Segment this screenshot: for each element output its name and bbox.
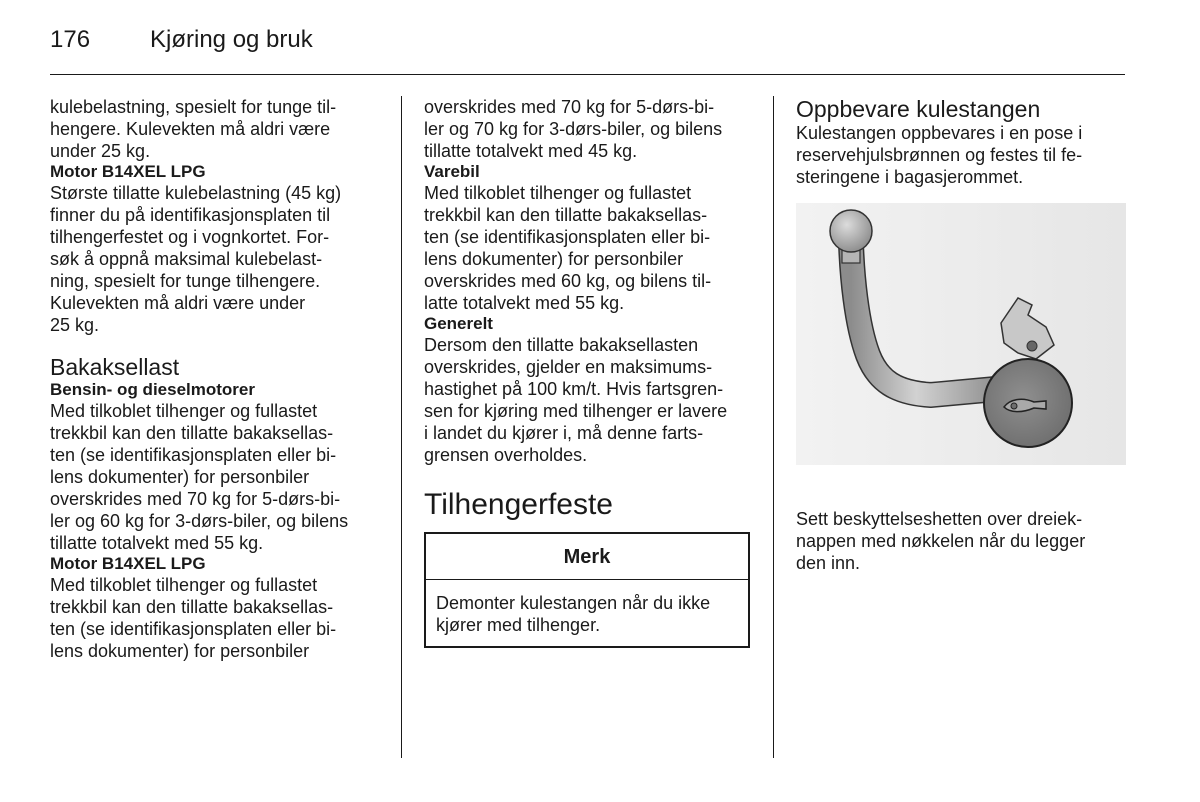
bracket-bolt [1027,341,1037,351]
subheading-motor-b14xel-lpg: Motor B14XEL LPG [50,162,206,181]
paragraph-bensin-diesel: Med tilkoblet tilhenger og fullastet trekkbil kan den tillatte bakaksellas- ten (se identifikasjonsplaten eller bi- lens dokumenter) for personbiler overskrides med 70 kg for 5-dørs-bi- ler og 60 kg for 3-dørs-biler, og bilens tillatte totalvekt med 55 kg. [50,401,349,553]
subheading-bensin-diesel: Bensin- og dieselmotorer [50,380,255,399]
paragraph-continued: overskrides med 70 kg for 5-dørs-bi- ler og 70 kg for 3-dørs-biler, og bilens tillatte totalvekt med 45 kg. [424,97,723,161]
coupling-ball [830,210,872,252]
note-box [424,532,750,648]
paragraph-kulebelastning-lpg: Største tillatte kulebelastning (45 kg) finner du på identifikasjonsplaten til tilhengerfestet og i vognkortet. For- søk å oppnå maksimal kulebelast- ning, spesielt for tunge tilhengere. Kulevekten må aldri være under 25 kg. [50,183,342,335]
column-1 [50,96,385,662]
chapter-title: Kjøring og bruk [150,26,313,53]
column-divider-2 [773,96,774,758]
subheading-motor-b14xel-lpg-2: Motor B14XEL LPG [50,554,206,573]
heading-bakaksellast: Bakaksellast [50,354,180,380]
note-title: Merk [426,534,748,580]
note-body: Demonter kulestangen når du ikke kjører med tilhenger. [436,593,711,635]
heading-oppbevare-kulestangen: Oppbevare kulestangen [796,96,1041,122]
tow-bar-illustration [796,203,1126,465]
paragraph-varebil: Med tilkoblet tilhenger og fullastet trekkbil kan den tillatte bakaksellas- ten (se identifikasjonsplaten eller bi- lens dokumenter) for personbiler overskrides med 60 kg, og bilens til- latte totalvekt med 55 kg. [424,183,712,313]
subheading-generelt: Generelt [424,314,493,333]
paragraph-bakaksellast-lpg: Med tilkoblet tilhenger og fullastet trekkbil kan den tillatte bakaksellas- ten (se identifikasjonsplaten eller bi- lens dokumenter) for personbiler [50,575,337,661]
subheading-varebil: Varebil [424,162,480,181]
paragraph-oppbevare: Kulestangen oppbevares i en pose i reservehjulsbrønnen og festes til fe- steringene i bagasjerommet. [796,123,1083,187]
paragraph-generelt: Dersom den tillatte bakaksellasten overskrides, gjelder en maksimums- hastighet på 100 km/t. Hvis fartsgren- sen for kjøring med tilhenger er lavere i landet du kjører i, må denne farts- grensen overholdes. [424,335,728,465]
key-hole [1011,403,1017,409]
column-divider-1 [401,96,402,758]
page-header [50,26,313,54]
header-rule [50,74,1125,75]
page-number: 176 [50,26,91,53]
paragraph-beskyttelseshette: Sett beskyttelseshetten over dreiek- nappen med nøkkelen når du legger den inn. [796,509,1086,573]
heading-tilhengerfeste: Tilhengerfeste [424,488,613,521]
paragraph-kulebelastning: kulebelastning, spesielt for tunge til- hengere. Kulevekten må aldri være under 25 kg. [50,97,337,161]
column-2 [424,96,759,648]
